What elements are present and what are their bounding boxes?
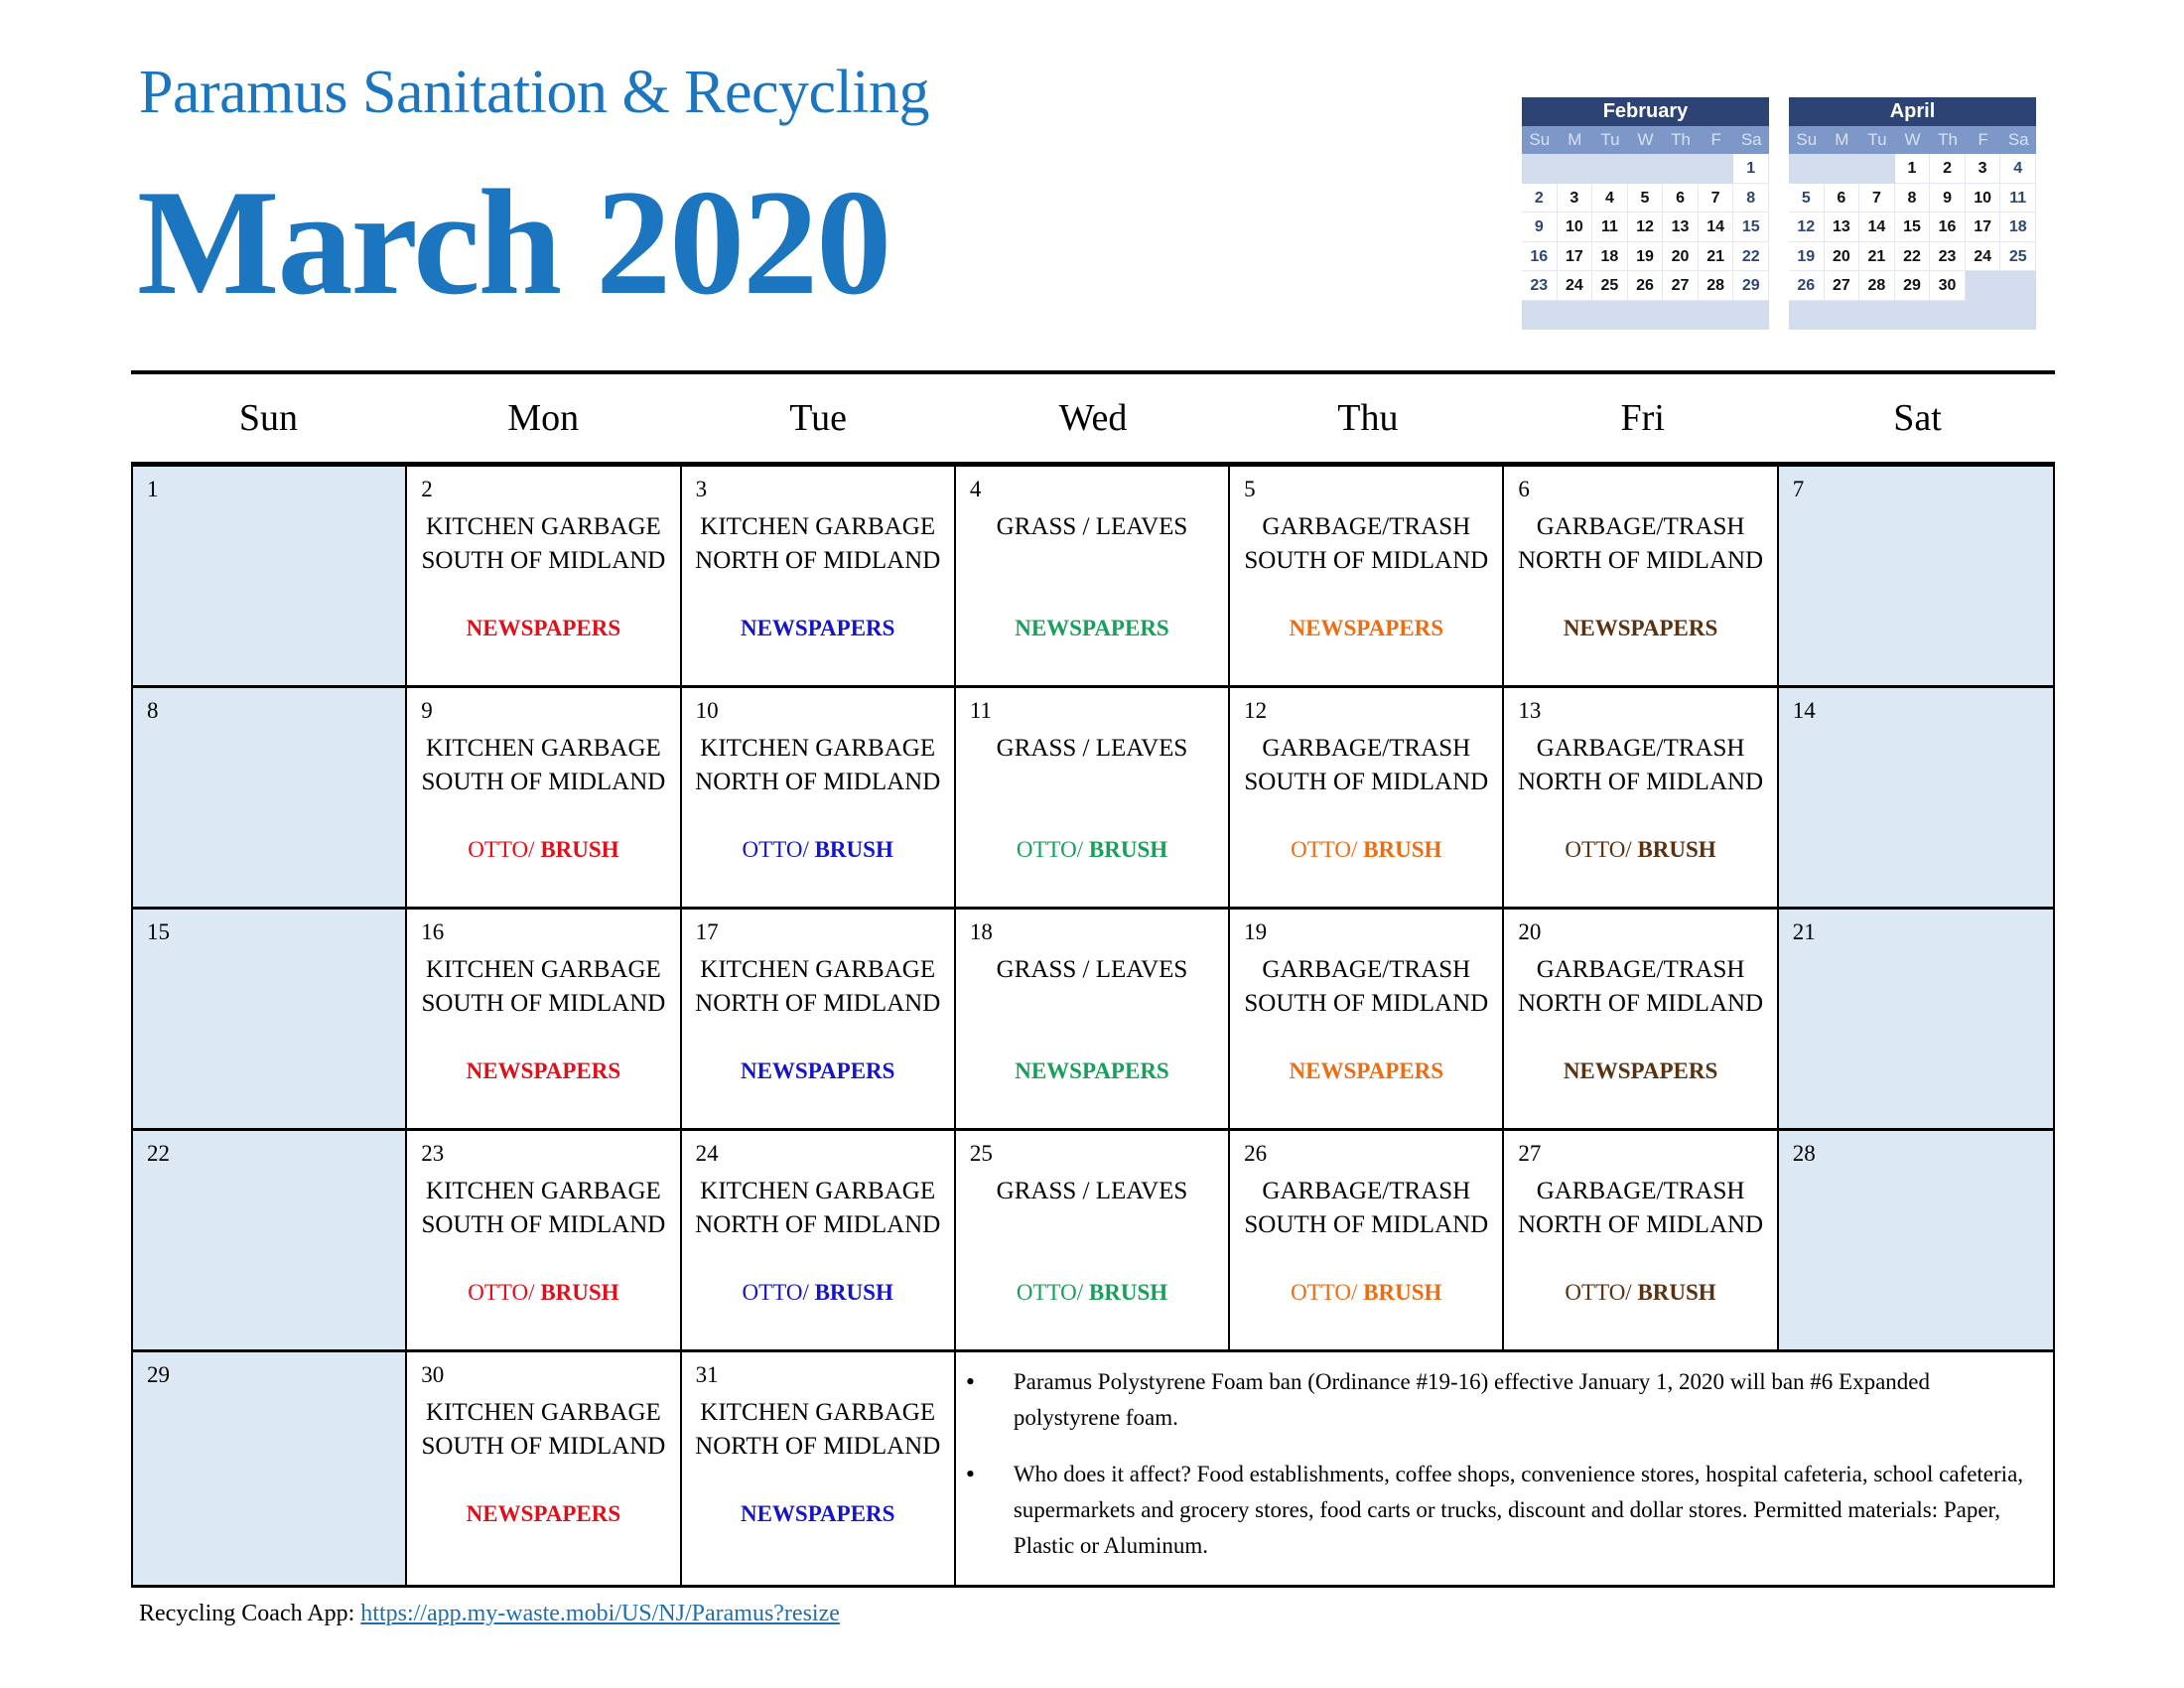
day-cell: [1230, 467, 1504, 688]
weekday-header: Sat: [1893, 397, 1942, 439]
pickup-otto: OTTO/: [742, 1280, 815, 1305]
collection-type: GARBAGE/TRASH: [1262, 513, 1471, 540]
pickup-brush: BRUSH: [540, 1280, 619, 1305]
mini-day: 22: [1733, 242, 1769, 272]
mini-day: 23: [1522, 271, 1558, 301]
collection-type: KITCHEN GARBAGE: [426, 1399, 661, 1426]
day-number: 7: [1792, 477, 1805, 501]
mini-empty-cell: [1558, 301, 1593, 331]
mini-day: 1: [1733, 154, 1769, 184]
mini-day: 9: [1930, 184, 1966, 213]
mini-weekday-label: F: [1978, 130, 1988, 149]
recycling-pickup: [956, 835, 1228, 865]
mini-day: 27: [1825, 271, 1860, 301]
collection-type: GARBAGE/TRASH: [1536, 513, 1745, 540]
mini-day: 20: [1825, 242, 1860, 272]
mini-weekday-label: M: [1568, 130, 1582, 149]
collection-type: KITCHEN GARBAGE: [700, 956, 936, 983]
day-number: 13: [1518, 698, 1542, 723]
recycling-pickup: NEWSPAPERS: [466, 616, 621, 640]
day-number: 27: [1518, 1141, 1542, 1166]
mini-day: 24: [1966, 242, 2001, 272]
mini-day: 4: [2000, 154, 2036, 184]
mini-empty-cell: [1895, 301, 1931, 331]
day-cell: [407, 1352, 681, 1585]
mini-calendar-days: [1789, 154, 2036, 330]
recycling-pickup: [1230, 835, 1502, 865]
mini-day: 3: [1558, 184, 1593, 213]
day-cell: [956, 688, 1230, 910]
pickup-brush: BRUSH: [1363, 1280, 1442, 1305]
collection-area: NORTH OF MIDLAND: [695, 547, 941, 574]
page-title: March 2020: [137, 159, 890, 326]
collection-area: SOUTH OF MIDLAND: [421, 1211, 666, 1238]
mini-day: 30: [1930, 271, 1966, 301]
collection-type: GRASS / LEAVES: [996, 956, 1188, 983]
mini-empty-cell: [1663, 154, 1699, 184]
polystyrene-ban-note: [956, 1352, 2053, 1585]
mini-day: 25: [1592, 271, 1628, 301]
day-number: 15: [147, 919, 170, 944]
pickup-otto: OTTO/: [1016, 1280, 1089, 1305]
day-number: 6: [1518, 477, 1530, 501]
weekday-header: Thu: [1337, 397, 1399, 439]
day-cell: [1779, 467, 2053, 688]
mini-calendar-month: February: [1522, 97, 1769, 126]
bullet-icon: •: [965, 1460, 975, 1488]
weekday-header: Sun: [238, 397, 298, 439]
day-number: 17: [695, 919, 719, 944]
mini-weekday-label: W: [1904, 130, 1921, 149]
mini-calendar-weekdays: [1789, 126, 2036, 154]
recycling-pickup: NEWSPAPERS: [466, 1501, 621, 1526]
mini-day: 5: [1628, 184, 1664, 213]
mini-day: 28: [1859, 271, 1895, 301]
mini-calendar-days: [1522, 154, 1769, 330]
mini-day: 18: [2000, 212, 2036, 242]
mini-day: 27: [1663, 271, 1699, 301]
day-cell: [1779, 688, 2053, 910]
mini-empty-cell: [1522, 154, 1558, 184]
mini-day: 29: [1895, 271, 1931, 301]
mini-empty-cell: [1592, 154, 1628, 184]
day-cell: [133, 910, 407, 1131]
mini-weekday-label: Su: [1529, 130, 1551, 149]
mini-day: 4: [1592, 184, 1628, 213]
collection-area: SOUTH OF MIDLAND: [421, 990, 666, 1017]
subtitle: Paramus Sanitation & Recycling: [139, 59, 930, 126]
recycling-pickup: [1504, 1278, 1776, 1308]
day-cell: [682, 467, 956, 688]
mini-weekday-label: F: [1710, 130, 1721, 149]
note-item: [956, 1364, 2033, 1436]
collection-area: SOUTH OF MIDLAND: [1244, 769, 1489, 795]
mini-empty-cell: [1789, 301, 1825, 331]
mini-empty-cell: [1789, 154, 1825, 184]
mini-calendar-february: [1522, 97, 1769, 330]
pickup-otto: OTTO/: [1291, 1280, 1364, 1305]
day-cell: [1504, 910, 1778, 1131]
day-cell: [1504, 1131, 1778, 1352]
day-number: 19: [1244, 919, 1268, 944]
mini-empty-cell: [1699, 154, 1734, 184]
recycling-pickup: [956, 1278, 1228, 1308]
pickup-otto: OTTO/: [742, 837, 815, 862]
day-cell: [133, 1131, 407, 1352]
collection-area: SOUTH OF MIDLAND: [1244, 990, 1489, 1017]
mini-empty-cell: [1663, 301, 1699, 331]
mini-weekday-label: M: [1835, 130, 1849, 149]
mini-weekday-label: Sa: [2007, 130, 2029, 149]
weekday-header: Fri: [1620, 397, 1665, 439]
weekday-header-row: [131, 374, 2055, 462]
note-item: [956, 1457, 2033, 1564]
collection-area: NORTH OF MIDLAND: [695, 1211, 941, 1238]
mini-day: 11: [2000, 184, 2036, 213]
note-text: Paramus Polystyrene Foam ban (Ordinance #19-16) effective January 1, 2020 will ban #6 Expanded polystyrene foam.: [1013, 1369, 1931, 1430]
collection-type: KITCHEN GARBAGE: [700, 1178, 936, 1204]
mini-day: 9: [1522, 212, 1558, 242]
pickup-otto: OTTO/: [1565, 837, 1638, 862]
day-cell: [1230, 1131, 1504, 1352]
mini-day: 15: [1895, 212, 1931, 242]
mini-empty-cell: [1859, 154, 1895, 184]
day-number: 16: [421, 919, 445, 944]
mini-weekday-label: W: [1637, 130, 1654, 149]
day-number: 5: [1244, 477, 1256, 501]
mini-weekday-label: Tu: [1600, 130, 1620, 149]
calendar-grid: [131, 462, 2055, 1588]
note-text: Who does it affect? Food establishments, coffee shops, convenience stores, hospital cafeteria, school cafeteria, supermarkets and grocery stores, food carts or trucks, discount and dollar stores. Permitted materials: Paper, Plastic or Aluminum.: [1013, 1462, 2024, 1558]
day-number: 2: [421, 477, 433, 501]
mini-day: 2: [1930, 154, 1966, 184]
mini-day: 7: [1699, 184, 1734, 213]
day-number: 21: [1792, 919, 1816, 944]
day-number: 10: [695, 698, 719, 723]
mini-calendar-weekdays: [1522, 126, 1769, 154]
collection-type: GARBAGE/TRASH: [1536, 735, 1745, 762]
mini-day: 10: [1966, 184, 2001, 213]
day-cell: [956, 1131, 1230, 1352]
mini-day: 13: [1825, 212, 1860, 242]
mini-empty-cell: [1859, 301, 1895, 331]
day-cell: [407, 1131, 681, 1352]
recycling-pickup: NEWSPAPERS: [1289, 1058, 1444, 1083]
weekday-header: Tue: [789, 397, 847, 439]
collection-type: GARBAGE/TRASH: [1262, 735, 1471, 762]
mini-day: 14: [1699, 212, 1734, 242]
mini-empty-cell: [1592, 301, 1628, 331]
collection-type: GRASS / LEAVES: [996, 735, 1188, 762]
collection-area: SOUTH OF MIDLAND: [1244, 547, 1489, 574]
mini-day: 19: [1628, 242, 1664, 272]
mini-weekday-label: Sa: [1740, 130, 1762, 149]
collection-type: KITCHEN GARBAGE: [700, 1399, 936, 1426]
day-cell: [1230, 688, 1504, 910]
recycling-pickup: NEWSPAPERS: [1563, 1058, 1718, 1083]
collection-type: KITCHEN GARBAGE: [426, 513, 661, 540]
recycling-coach-link[interactable]: https://app.my-waste.mobi/US/NJ/Paramus?resize: [360, 1601, 840, 1626]
collection-area: SOUTH OF MIDLAND: [421, 547, 666, 574]
recycling-pickup: NEWSPAPERS: [1015, 1058, 1169, 1083]
mini-day: 2: [1522, 184, 1558, 213]
footer: [139, 1601, 840, 1627]
pickup-brush: BRUSH: [1363, 837, 1442, 862]
day-number: 8: [147, 698, 159, 723]
mini-weekday-label: Th: [1671, 130, 1691, 149]
mini-calendar-month: April: [1789, 97, 2036, 126]
mini-empty-cell: [1628, 154, 1664, 184]
pickup-brush: BRUSH: [1637, 1280, 1716, 1305]
mini-empty-cell: [1522, 301, 1558, 331]
mini-day: 28: [1699, 271, 1734, 301]
collection-type: GARBAGE/TRASH: [1536, 1178, 1745, 1204]
day-cell: [1504, 688, 1778, 910]
mini-day: 10: [1558, 212, 1593, 242]
weekday-header: Mon: [507, 397, 580, 439]
day-cell: [407, 467, 681, 688]
mini-day: 19: [1789, 242, 1825, 272]
day-cell: [133, 688, 407, 910]
day-number: 3: [695, 477, 708, 501]
day-cell: [133, 467, 407, 688]
collection-type: KITCHEN GARBAGE: [426, 1178, 661, 1204]
pickup-otto: OTTO/: [468, 837, 541, 862]
day-cell: [1779, 1131, 2053, 1352]
pickup-otto: OTTO/: [468, 1280, 541, 1305]
mini-day: 23: [1930, 242, 1966, 272]
mini-empty-cell: [1825, 154, 1860, 184]
mini-day: 12: [1628, 212, 1664, 242]
mini-day: 14: [1859, 212, 1895, 242]
recycling-pickup: NEWSPAPERS: [740, 1501, 895, 1526]
day-number: 28: [1792, 1141, 1816, 1166]
day-number: 12: [1244, 698, 1268, 723]
recycling-pickup: NEWSPAPERS: [740, 616, 895, 640]
mini-day: 13: [1663, 212, 1699, 242]
mini-empty-cell: [1966, 271, 2001, 301]
mini-day: 8: [1895, 184, 1931, 213]
mini-empty-cell: [1733, 301, 1769, 331]
mini-empty-cell: [2000, 301, 2036, 331]
mini-day: 15: [1733, 212, 1769, 242]
mini-day: 3: [1966, 154, 2001, 184]
recycling-pickup: NEWSPAPERS: [1563, 616, 1718, 640]
mini-day: 1: [1895, 154, 1931, 184]
mini-empty-cell: [1966, 301, 2001, 331]
mini-day: 7: [1859, 184, 1895, 213]
day-number: 31: [695, 1362, 719, 1387]
mini-empty-cell: [2000, 271, 2036, 301]
mini-empty-cell: [1558, 154, 1593, 184]
mini-weekday-label: Th: [1938, 130, 1958, 149]
day-number: 29: [147, 1362, 170, 1387]
collection-area: NORTH OF MIDLAND: [1518, 769, 1764, 795]
collection-type: GARBAGE/TRASH: [1262, 956, 1471, 983]
day-cell: [682, 1131, 956, 1352]
mini-day: 17: [1558, 242, 1593, 272]
mini-weekday-label: Su: [1796, 130, 1818, 149]
collection-type: GRASS / LEAVES: [996, 513, 1188, 540]
day-number: 25: [969, 1141, 993, 1166]
mini-weekday-label: Tu: [1867, 130, 1887, 149]
collection-type: GARBAGE/TRASH: [1262, 1178, 1471, 1204]
day-cell: [407, 910, 681, 1131]
mini-day: 29: [1733, 271, 1769, 301]
day-number: 20: [1518, 919, 1542, 944]
day-number: 22: [147, 1141, 170, 1166]
recycling-pickup: [682, 1278, 954, 1308]
mini-day: 16: [1522, 242, 1558, 272]
day-number: 11: [969, 698, 992, 723]
day-number: 14: [1792, 698, 1816, 723]
mini-calendar-april: [1789, 97, 2036, 330]
pickup-otto: OTTO/: [1565, 1280, 1638, 1305]
recycling-pickup: [682, 835, 954, 865]
day-cell: [682, 1352, 956, 1585]
day-number: 26: [1244, 1141, 1268, 1166]
day-cell: [407, 688, 681, 910]
day-cell: [1230, 910, 1504, 1131]
mini-day: 5: [1789, 184, 1825, 213]
pickup-brush: BRUSH: [1088, 1280, 1168, 1305]
day-cell: [956, 910, 1230, 1131]
collection-type: KITCHEN GARBAGE: [426, 956, 661, 983]
collection-type: KITCHEN GARBAGE: [426, 735, 661, 762]
collection-area: NORTH OF MIDLAND: [1518, 990, 1764, 1017]
mini-day: 24: [1558, 271, 1593, 301]
day-number: 9: [421, 698, 433, 723]
mini-day: 22: [1895, 242, 1931, 272]
day-number: 18: [969, 919, 993, 944]
day-number: 4: [969, 477, 982, 501]
pickup-otto: OTTO/: [1016, 837, 1089, 862]
mini-day: 8: [1733, 184, 1769, 213]
collection-area: SOUTH OF MIDLAND: [1244, 1211, 1489, 1238]
collection-type: KITCHEN GARBAGE: [700, 735, 936, 762]
recycling-pickup: NEWSPAPERS: [740, 1058, 895, 1083]
collection-type: GARBAGE/TRASH: [1536, 956, 1745, 983]
mini-empty-cell: [1699, 301, 1734, 331]
day-number: 1: [147, 477, 159, 501]
collection-area: NORTH OF MIDLAND: [695, 1433, 941, 1460]
recycling-pickup: [1504, 835, 1776, 865]
mini-empty-cell: [1825, 301, 1860, 331]
day-number: 24: [695, 1141, 719, 1166]
mini-day: 26: [1628, 271, 1664, 301]
pickup-brush: BRUSH: [540, 837, 619, 862]
collection-type: KITCHEN GARBAGE: [700, 513, 936, 540]
recycling-pickup: [407, 1278, 679, 1308]
day-cell: [133, 1352, 407, 1585]
mini-day: 26: [1789, 271, 1825, 301]
mini-day: 6: [1825, 184, 1860, 213]
mini-empty-cell: [1930, 301, 1966, 331]
collection-area: SOUTH OF MIDLAND: [421, 769, 666, 795]
mini-day: 12: [1789, 212, 1825, 242]
collection-area: NORTH OF MIDLAND: [1518, 1211, 1764, 1238]
day-number: 23: [421, 1141, 445, 1166]
recycling-pickup: NEWSPAPERS: [1015, 616, 1169, 640]
mini-day: 17: [1966, 212, 2001, 242]
day-cell: [682, 688, 956, 910]
mini-day: 25: [2000, 242, 2036, 272]
pickup-otto: OTTO/: [1291, 837, 1364, 862]
collection-area: NORTH OF MIDLAND: [695, 990, 941, 1017]
note-list: [956, 1364, 2033, 1564]
day-cell: [1504, 467, 1778, 688]
collection-area: NORTH OF MIDLAND: [1518, 547, 1764, 574]
mini-day: 21: [1699, 242, 1734, 272]
recycling-pickup: [1230, 1278, 1502, 1308]
day-cell: [1779, 910, 2053, 1131]
pickup-brush: BRUSH: [1088, 837, 1168, 862]
day-number: 30: [421, 1362, 445, 1387]
mini-day: 16: [1930, 212, 1966, 242]
collection-area: NORTH OF MIDLAND: [695, 769, 941, 795]
day-cell: [956, 467, 1230, 688]
mini-empty-cell: [1628, 301, 1664, 331]
weekday-header: Wed: [1058, 397, 1128, 439]
recycling-pickup: NEWSPAPERS: [1289, 616, 1444, 640]
pickup-brush: BRUSH: [814, 1280, 893, 1305]
recycling-pickup: NEWSPAPERS: [466, 1058, 621, 1083]
collection-type: GRASS / LEAVES: [996, 1178, 1188, 1204]
recycling-pickup: [407, 835, 679, 865]
mini-day: 21: [1859, 242, 1895, 272]
bullet-icon: •: [965, 1367, 975, 1396]
day-cell: [682, 910, 956, 1131]
mini-day: 11: [1592, 212, 1628, 242]
mini-day: 18: [1592, 242, 1628, 272]
pickup-brush: BRUSH: [814, 837, 893, 862]
mini-day: 20: [1663, 242, 1699, 272]
pickup-brush: BRUSH: [1637, 837, 1716, 862]
collection-area: SOUTH OF MIDLAND: [421, 1433, 666, 1460]
footer-label: Recycling Coach App:: [139, 1601, 361, 1626]
mini-day: 6: [1663, 184, 1699, 213]
